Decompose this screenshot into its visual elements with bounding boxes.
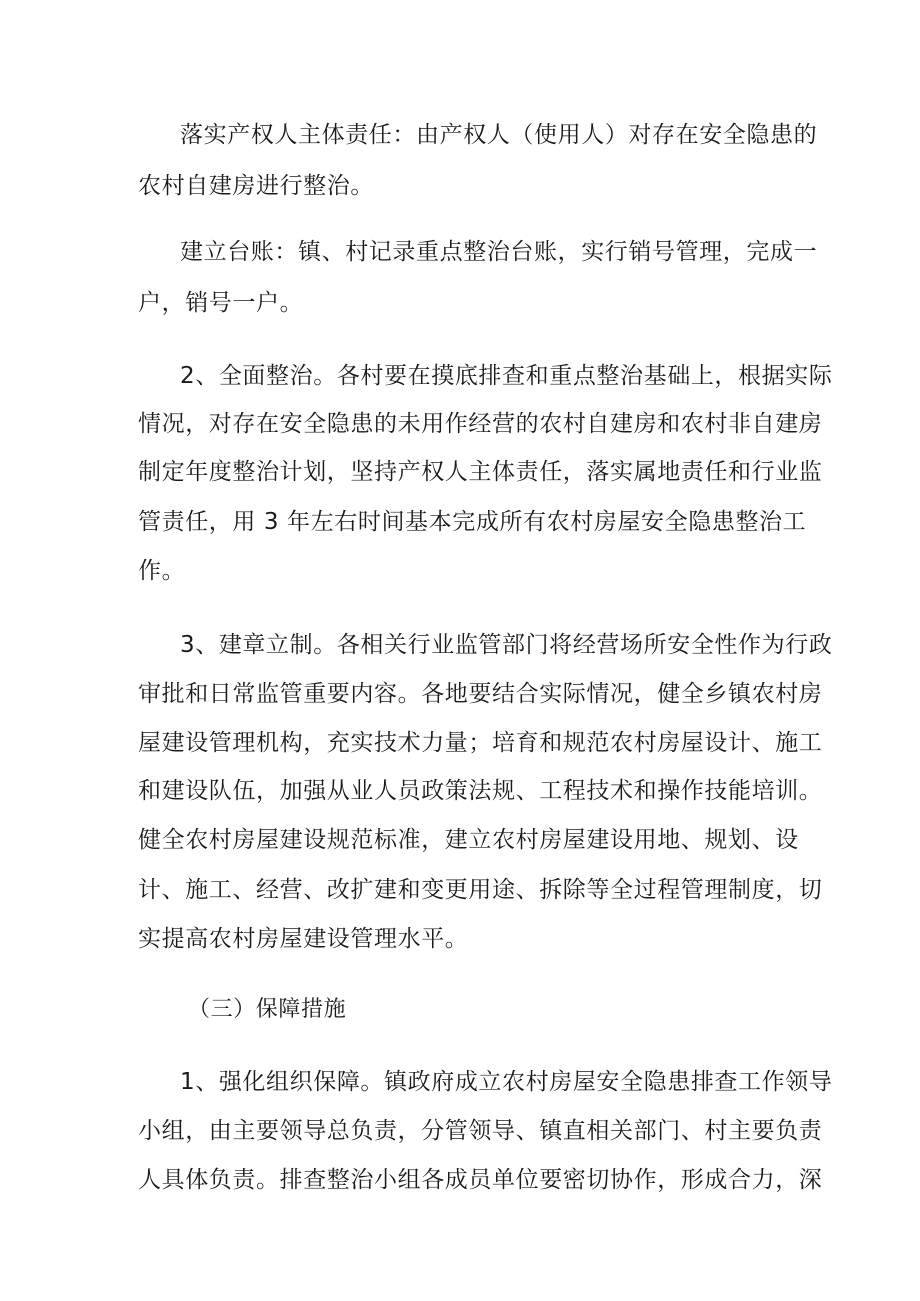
section-heading: （三）保障措施 (188, 997, 347, 1022)
paragraph-4-line-7: 实提高农村房屋建设管理水平。 (138, 926, 469, 952)
paragraph-5-line-2: 小组，由主要领导总负责，分管领导、镇直相关部门、村主要负责 (138, 1118, 823, 1144)
paragraph-3-line-5: 作。 (138, 558, 186, 584)
paragraph-1-line-2: 农村自建房进行整治。 (138, 173, 374, 199)
paragraph-3-line-2: 情况，对存在安全隐患的未用作经营的农村自建房和农村非自建房 (138, 411, 823, 437)
paragraph-4-line-4: 和建设队伍，加强从业人员政策法规、工程技术和操作技能培训。 (138, 778, 823, 804)
paragraph-4-line-1: 3、建章立制。各相关行业监管部门将经营场所安全性作为行政 (180, 632, 833, 658)
paragraph-2-line-2: 户，销号一户。 (138, 290, 304, 316)
paragraph-3-line-3: 制定年度整治计划，坚持产权人主体责任，落实属地责任和行业监 (138, 459, 823, 485)
paragraph-4-line-2: 审批和日常监管重要内容。各地要结合实际情况，健全乡镇农村房 (138, 681, 823, 707)
paragraph-5-line-1: 1、强化组织保障。镇政府成立农村房屋安全隐患排查工作领导 (180, 1069, 833, 1095)
paragraph-4-line-3: 屋建设管理机构，充实技术力量；培育和规范农村房屋设计、施工 (138, 730, 823, 756)
paragraph-2-line-1: 建立台账：镇、村记录重点整治台账，实行销号管理，完成一 (180, 239, 818, 265)
paragraph-1-line-1: 落实产权人主体责任：由产权人（使用人）对存在安全隐患的 (180, 122, 818, 148)
paragraph-4-line-6: 计、施工、经营、改扩建和变更用途、拆除等全过程管理制度，切 (138, 877, 823, 903)
paragraph-3-line-1: 2、全面整治。各村要在摸底排查和重点整治基础上，根据实际 (180, 363, 833, 389)
paragraph-5-line-3: 人具体负责。排查整治小组各成员单位要密切协作，形成合力，深 (138, 1167, 823, 1193)
paragraph-4-line-5: 健全农村房屋建设规范标准，建立农村房屋建设用地、规划、设 (138, 827, 799, 853)
paragraph-3-line-4: 管责任，用 3 年左右时间基本完成所有农村房屋安全隐患整治工 (138, 509, 807, 535)
